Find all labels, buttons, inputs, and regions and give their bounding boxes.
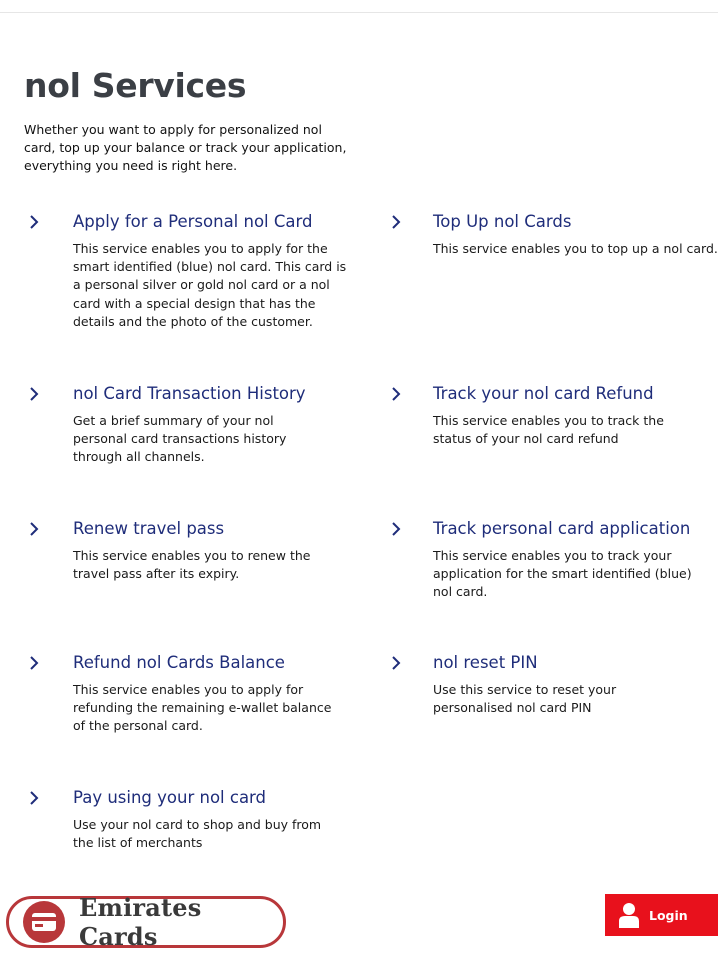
chevron-right-icon[interactable] bbox=[388, 385, 404, 403]
chevron-right-icon[interactable] bbox=[388, 213, 404, 231]
login-label: Login bbox=[649, 907, 688, 923]
emirates-cards-watermark bbox=[6, 893, 286, 951]
service-description: This service enables you to top up a nol card. bbox=[433, 241, 718, 256]
service-title-link[interactable]: Track personal card application bbox=[433, 519, 691, 538]
service-description: Use your nol card to shop and buy from the list of merchants bbox=[73, 817, 322, 851]
service-description: Use this service to reset your personalised nol card PIN bbox=[433, 682, 617, 716]
chevron-right-icon[interactable] bbox=[26, 654, 42, 672]
service-title-link[interactable]: Track your nol card Refund bbox=[433, 384, 654, 403]
chevron-right-icon[interactable] bbox=[26, 213, 42, 231]
user-icon bbox=[619, 902, 639, 928]
top-divider bbox=[0, 12, 718, 13]
service-description: Get a brief summary of your nol personal card transactions history through all channels. bbox=[73, 413, 287, 465]
chevron-right-icon[interactable] bbox=[26, 789, 42, 807]
service-title-link[interactable]: nol reset PIN bbox=[433, 653, 538, 672]
service-description: This service enables you to apply for the smart identified (blue) nol card. This card is a personal silver or gold nol card or a nol card with a special design that has the details and the photo of the customer. bbox=[73, 241, 347, 329]
service-description: This service enables you to apply for refunding the remaining e-wallet balance of the personal card. bbox=[73, 682, 332, 734]
service-title-link[interactable]: Refund nol Cards Balance bbox=[73, 653, 285, 672]
service-description: This service enables you to renew the travel pass after its expiry. bbox=[73, 548, 311, 582]
login-button[interactable] bbox=[605, 894, 718, 936]
page-intro: Whether you want to apply for personalized nol card, top up your balance or track your application, everything you need is right here. bbox=[24, 122, 347, 173]
card-icon bbox=[22, 900, 66, 944]
watermark-text: Emirates Cards bbox=[79, 893, 202, 951]
service-title-link[interactable]: Pay using your nol card bbox=[73, 788, 267, 807]
chevron-right-icon[interactable] bbox=[26, 520, 42, 538]
service-title-link[interactable]: nol Card Transaction History bbox=[73, 384, 306, 403]
page-title: nol Services bbox=[24, 66, 247, 105]
service-description: This service enables you to track your application for the smart identified (blue) nol card. bbox=[433, 548, 692, 600]
chevron-right-icon[interactable] bbox=[388, 520, 404, 538]
service-title-link[interactable]: Top Up nol Cards bbox=[433, 212, 572, 231]
chevron-right-icon[interactable] bbox=[26, 385, 42, 403]
service-description: This service enables you to track the status of your nol card refund bbox=[433, 413, 664, 447]
chevron-right-icon[interactable] bbox=[388, 654, 404, 672]
service-title-link[interactable]: Renew travel pass bbox=[73, 519, 225, 538]
service-title-link[interactable]: Apply for a Personal nol Card bbox=[73, 212, 313, 231]
